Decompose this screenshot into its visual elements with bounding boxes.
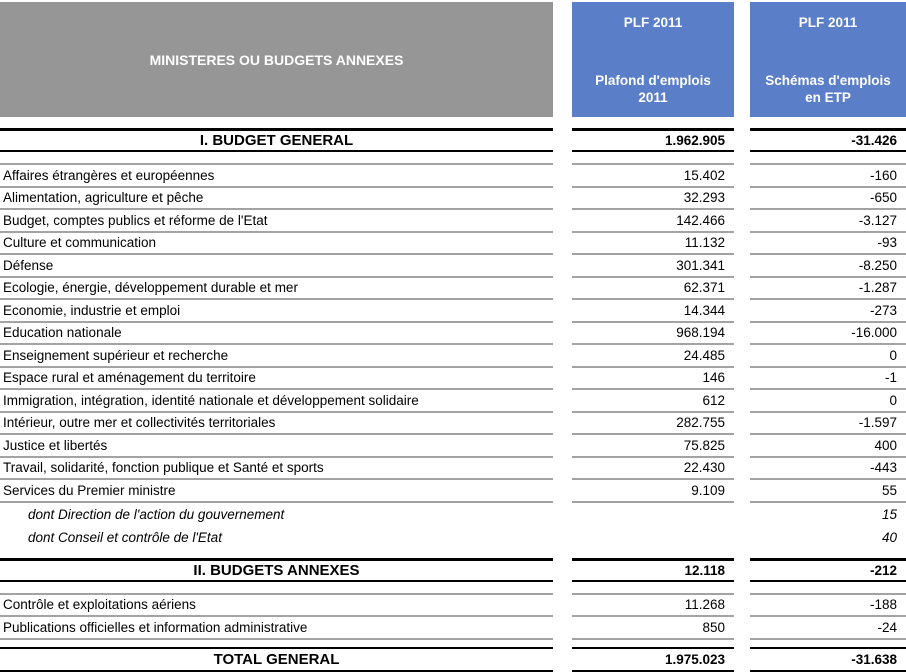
row-label: Défense — [0, 253, 553, 276]
row-plafond-value: 62.371 — [572, 276, 734, 299]
row-plafond-value: 15.402 — [572, 163, 734, 186]
row-plafond-value: 968.194 — [572, 321, 734, 344]
row-schema-value: -188 — [750, 593, 906, 616]
row-schema-value: 55 — [750, 478, 906, 503]
spacer — [0, 152, 906, 163]
table-subrow-dont — [0, 503, 906, 526]
table-row — [0, 615, 906, 640]
row-label: Intérieur, outre mer et collectivités territoriales — [0, 411, 553, 434]
table-row — [0, 456, 906, 479]
header-schema-title — [752, 72, 904, 106]
row-schema-value: 0 — [750, 388, 906, 411]
table-row — [0, 411, 906, 434]
row-label: Economie, industrie et emploi — [0, 298, 553, 321]
row-label: Services du Premier ministre — [0, 478, 553, 503]
row-schema-value: 0 — [750, 343, 906, 366]
row-plafond-value: 24.485 — [572, 343, 734, 366]
row-label: Immigration, intégration, identité nationale et développement solidaire — [0, 388, 553, 411]
subrow-plafond-value — [572, 503, 734, 526]
section-schema-value: -31.426 — [750, 128, 906, 152]
row-schema-value: -93 — [750, 231, 906, 254]
table-row — [0, 186, 906, 209]
row-schema-value: -16.000 — [750, 321, 906, 344]
table-row — [0, 321, 906, 344]
row-schema-value: 400 — [750, 433, 906, 456]
section-label: II. BUDGETS ANNEXES — [0, 558, 553, 582]
header-schema-line2: en ETP — [805, 90, 851, 105]
row-plafond-value: 9.109 — [572, 478, 734, 503]
spacer — [0, 549, 906, 558]
table-row — [0, 208, 906, 231]
table-header-row — [0, 2, 906, 117]
row-plafond-value: 850 — [572, 615, 734, 640]
header-schema-cell — [750, 2, 906, 117]
row-label: Espace rural et aménagement du territoire — [0, 366, 553, 389]
row-schema-value: -1.287 — [750, 276, 906, 299]
row-plafond-value: 301.341 — [572, 253, 734, 276]
table-subrow-dont — [0, 526, 906, 549]
row-plafond-value: 612 — [572, 388, 734, 411]
row-plafond-value: 282.755 — [572, 411, 734, 434]
row-label: Education nationale — [0, 321, 553, 344]
row-label: Culture et communication — [0, 231, 553, 254]
row-schema-value: -1 — [750, 366, 906, 389]
row-schema-value: -24 — [750, 615, 906, 640]
section-plafond-value: 12.118 — [572, 558, 734, 582]
row-schema-value: -443 — [750, 456, 906, 479]
row-schema-value: -3.127 — [750, 208, 906, 231]
spacer — [0, 640, 906, 647]
row-plafond-value: 146 — [572, 366, 734, 389]
row-label: Alimentation, agriculture et pêche — [0, 186, 553, 209]
table-row — [0, 231, 906, 254]
row-plafond-value: 142.466 — [572, 208, 734, 231]
header-schema-plf: PLF 2011 — [798, 15, 858, 30]
row-label: Justice et libertés — [0, 433, 553, 456]
table-row — [0, 593, 906, 616]
total-label: TOTAL GENERAL — [0, 647, 553, 672]
subrow-label: dont Direction de l'action du gouvernement — [28, 506, 285, 522]
row-plafond-value: 75.825 — [572, 433, 734, 456]
row-label: Contrôle et exploitations aériens — [0, 593, 553, 616]
section-label: I. BUDGET GENERAL — [0, 128, 553, 152]
table-row — [0, 298, 906, 321]
header-schema-line1: Schémas d'emplois — [765, 73, 891, 88]
total-general-row — [0, 647, 906, 672]
row-label: Publications officielles et information administrative — [0, 615, 553, 640]
row-schema-value: -273 — [750, 298, 906, 321]
row-plafond-value: 11.268 — [572, 593, 734, 616]
row-plafond-value: 32.293 — [572, 186, 734, 209]
row-schema-value: -650 — [750, 186, 906, 209]
header-plafond-plf: PLF 2011 — [623, 15, 683, 30]
table-row — [0, 276, 906, 299]
row-label: Affaires étrangères et européennes — [0, 163, 553, 186]
total-plafond-value: 1.975.023 — [572, 647, 734, 672]
header-ministries-cell — [0, 2, 553, 117]
section-plafond-value: 1.962.905 — [572, 128, 734, 152]
spacer — [0, 582, 906, 593]
subrow-schema-value: 40 — [881, 529, 897, 545]
header-ministries-label: MINISTERES OU BUDGETS ANNEXES — [149, 51, 404, 68]
row-schema-value: -8.250 — [750, 253, 906, 276]
header-plafond-line2: 2011 — [638, 90, 668, 105]
table-row — [0, 163, 906, 186]
row-plafond-value: 14.344 — [572, 298, 734, 321]
subrow-plafond-value — [572, 526, 734, 549]
table-row — [0, 366, 906, 389]
section-schema-value: -212 — [750, 558, 906, 582]
header-plafond-cell — [572, 2, 734, 117]
row-label: Ecologie, énergie, développement durable et mer — [0, 276, 553, 299]
row-label: Travail, solidarité, fonction publique et Santé et sports — [0, 456, 553, 479]
table-row — [0, 253, 906, 276]
subrow-schema-value: 15 — [881, 506, 897, 522]
subrow-label: dont Conseil et contrôle de l'Etat — [28, 529, 222, 545]
row-schema-value: -1.597 — [750, 411, 906, 434]
table-row — [0, 478, 906, 503]
section-budgets-annexes-row — [0, 558, 906, 582]
row-label: Budget, comptes publics et réforme de l'Etat — [0, 208, 553, 231]
table-row — [0, 433, 906, 456]
row-schema-value: -160 — [750, 163, 906, 186]
row-plafond-value: 22.430 — [572, 456, 734, 479]
table-row — [0, 388, 906, 411]
table-row — [0, 343, 906, 366]
row-label: Enseignement supérieur et recherche — [0, 343, 553, 366]
section-budget-general-row — [0, 128, 906, 152]
header-plafond-title — [574, 72, 732, 106]
row-plafond-value: 11.132 — [572, 231, 734, 254]
header-plafond-line1: Plafond d'emplois — [595, 73, 711, 88]
total-schema-value: -31.638 — [750, 647, 906, 672]
